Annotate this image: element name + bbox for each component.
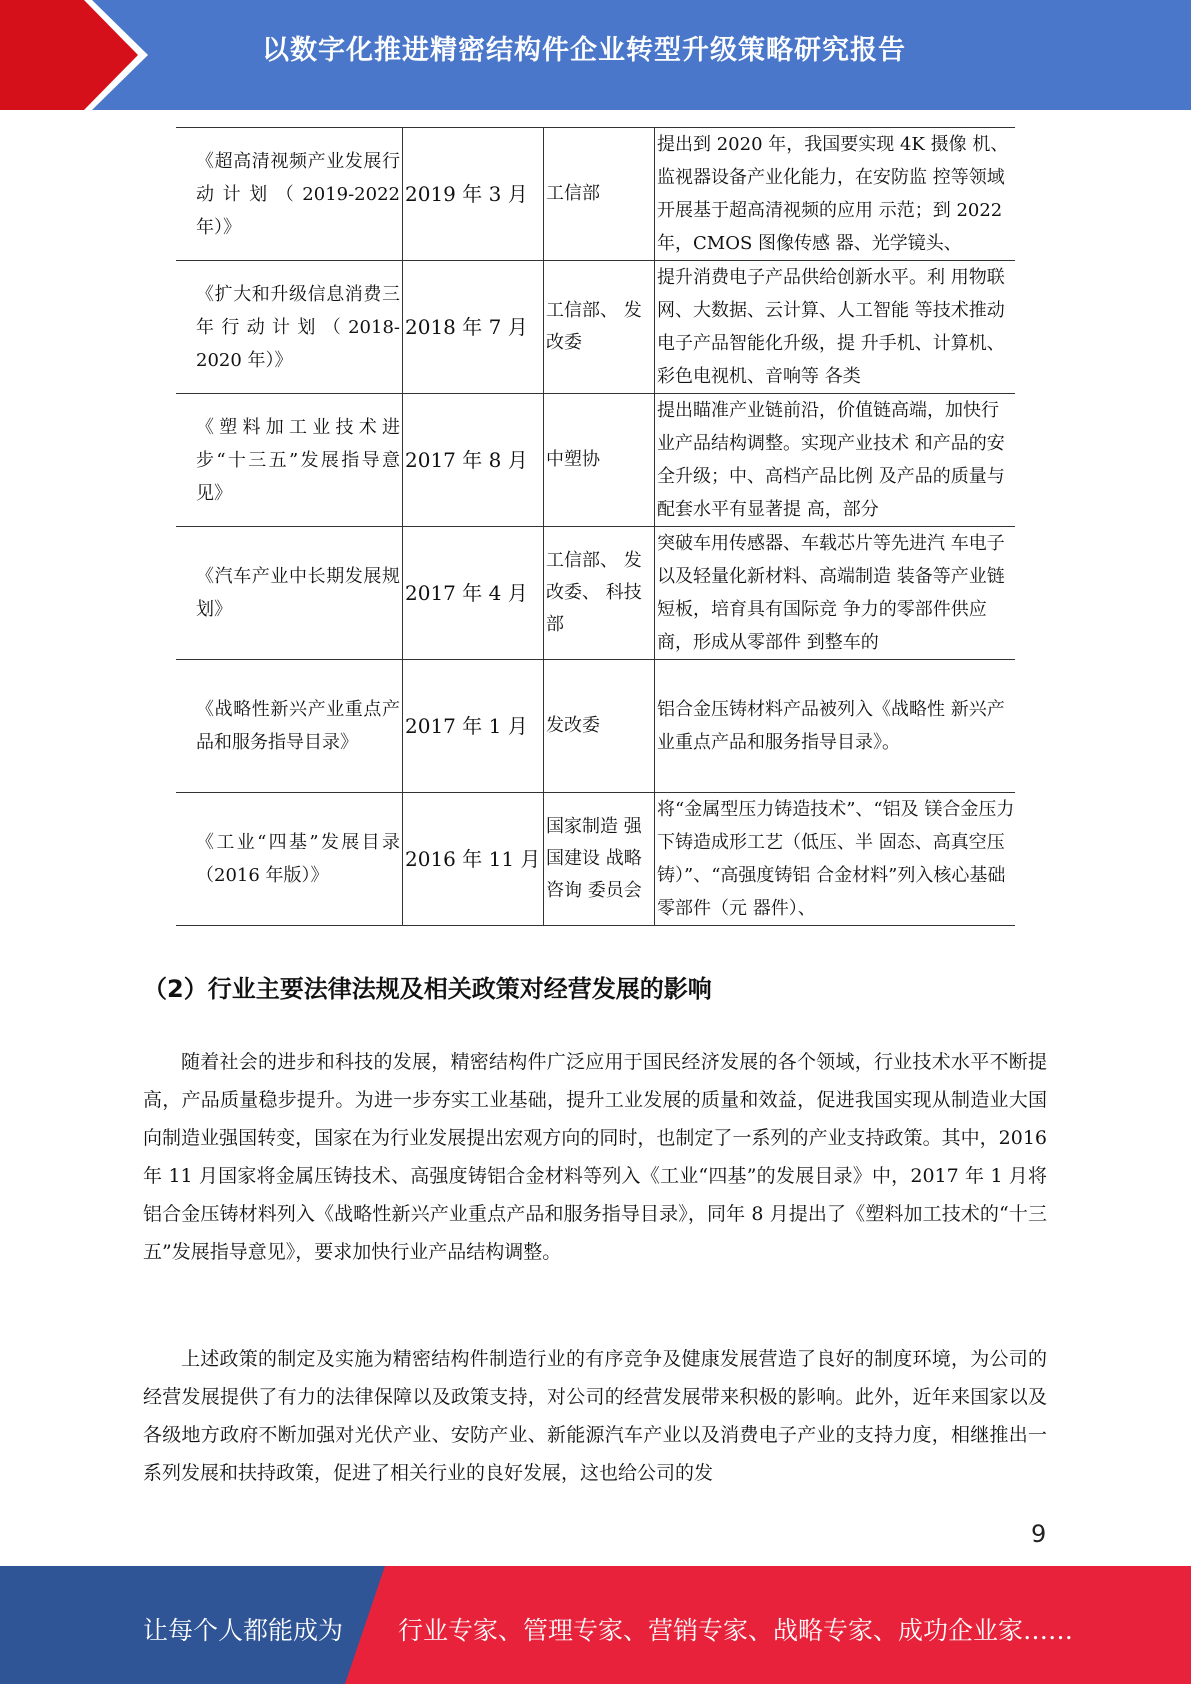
policy-dept-cell: 工信部、 发改委 bbox=[544, 261, 655, 394]
policy-desc-cell: 提出瞄准产业链前沿，价值链高端，加快行业产品结构调整。实现产业技术 和产品的安全升级；中、高档产品比例 及产品的质量与配套水平有显著提 高，部分 bbox=[655, 394, 1016, 527]
policy-desc-cell: 提升消费电子产品供给创新水平。利 用物联网、大数据、云计算、人工智能 等技术推动电子产品智能化升级，提 升手机、计算机、彩色电视机、音响等 各类 bbox=[655, 261, 1016, 394]
policy-date-cell: 2017 年 1 月 bbox=[403, 660, 544, 793]
body-paragraph: 随着社会的进步和科技的发展，精密结构件广泛应用于国民经济发展的各个领域，行业技术水平不断提高，产品质量稳步提升。为进一步夯实工业基础，提升工业发展的质量和效益，促进我国实现从制造业大国向制造业强国转变，国家在为行业发展提出宏观方向的同时，也制定了一系列的产业支持政策。其中，2016 年 11 月国家将金属压铸技术、高强度铸铝合金材料等列入《工业“四基”的发展目录》中，2017 年 1 月将铝合金压铸材料列入《战略性新兴产业重点产品和服务指导目录》，同年 8 月提出了《塑料加工技术的“十三五”发展指导意见》，要求加快行业产品结构调整。 bbox=[143, 1051, 1047, 1263]
policy-dept-cell: 中塑协 bbox=[544, 394, 655, 527]
policy-date-cell: 2018 年 7 月 bbox=[403, 261, 544, 394]
header-title: 以数字化推进精密结构件企业转型升级策略研究报告 bbox=[262, 35, 906, 66]
policy-dept-cell: 国家制造 强国建设 战略咨询 委员会 bbox=[544, 793, 655, 926]
policy-name-cell: 《塑料加工业技术进步“十三五”发展指导意见》 bbox=[176, 394, 403, 527]
table-row bbox=[176, 793, 1015, 926]
footer-slogan-left: 让每个人都能成为 bbox=[143, 1616, 344, 1645]
policy-dept-cell: 工信部、 发改委、 科技部 bbox=[544, 527, 655, 660]
header-red-arrow-decoration bbox=[0, 0, 150, 110]
section-heading: （2）行业主要法律法规及相关政策对经营发展的影响 bbox=[143, 975, 712, 1003]
policy-table bbox=[176, 127, 1015, 926]
policy-desc-cell: 提出到 2020 年，我国要实现 4K 摄像 机、监视器设备产业化能力，在安防监 控等领域开展基于超高清视频的应用 示范；到 2022 年，CMOS 图像传感 器、光学镜头、 bbox=[655, 128, 1016, 261]
page-header bbox=[0, 0, 1191, 110]
table-row bbox=[176, 261, 1015, 394]
policy-dept-cell: 发改委 bbox=[544, 660, 655, 793]
policy-desc-cell: 将“金属型压力铸造技术”、“铝及 镁合金压力下铸造成形工艺（低压、半 固态、高真空压铸）”、“高强度铸铝 合金材料”列入核心基础零部件（元 器件）、 bbox=[655, 793, 1016, 926]
policy-name-cell: 《超高清视频产业发展行动计划（2019-2022年）》 bbox=[176, 128, 403, 261]
policy-date-cell: 2017 年 4 月 bbox=[403, 527, 544, 660]
policy-date-cell: 2017 年 8 月 bbox=[403, 394, 544, 527]
footer-slogan-right: 行业专家、管理专家、营销专家、战略专家、成功企业家…… bbox=[398, 1616, 1074, 1645]
table-row bbox=[176, 128, 1015, 261]
table-row bbox=[176, 527, 1015, 660]
policy-name-cell: 《战略性新兴产业重点产品和服务指导目录》 bbox=[176, 660, 403, 793]
policy-date-cell: 2019 年 3 月 bbox=[403, 128, 544, 261]
table-row bbox=[176, 660, 1015, 793]
page-number: 9 bbox=[1031, 1520, 1047, 1548]
policy-desc-cell: 突破车用传感器、车载芯片等先进汽 车电子以及轻量化新材料、高端制造 装备等产业链短板，培育具有国际竞 争力的零部件供应商，形成从零部件 到整车的 bbox=[655, 527, 1016, 660]
policy-desc-cell: 铝合金压铸材料产品被列入《战略性 新兴产业重点产品和服务指导目录》。 bbox=[655, 660, 1016, 793]
body-paragraph: 上述政策的制定及实施为精密结构件制造行业的有序竞争及健康发展营造了良好的制度环境，为公司的经营发展提供了有力的法律保障以及政策支持，对公司的经营发展带来积极的影响。此外，近年来国家以及各级地方政府不断加强对光伏产业、安防产业、新能源汽车产业以及消费电子产业的支持力度，相继推出一系列发展和扶持政策，促进了相关行业的良好发展，这也给公司的发 bbox=[143, 1348, 1047, 1484]
policy-name-cell: 《扩大和升级信息消费三年行动计划（2018-2020 年）》 bbox=[176, 261, 403, 394]
policy-dept-cell: 工信部 bbox=[544, 128, 655, 261]
policy-name-cell: 《工业“四基”发展目录（2016 年版）》 bbox=[176, 793, 403, 926]
policy-date-cell: 2016 年 11 月 bbox=[403, 793, 544, 926]
table-row bbox=[176, 394, 1015, 527]
policy-name-cell: 《汽车产业中长期发展规划》 bbox=[176, 527, 403, 660]
